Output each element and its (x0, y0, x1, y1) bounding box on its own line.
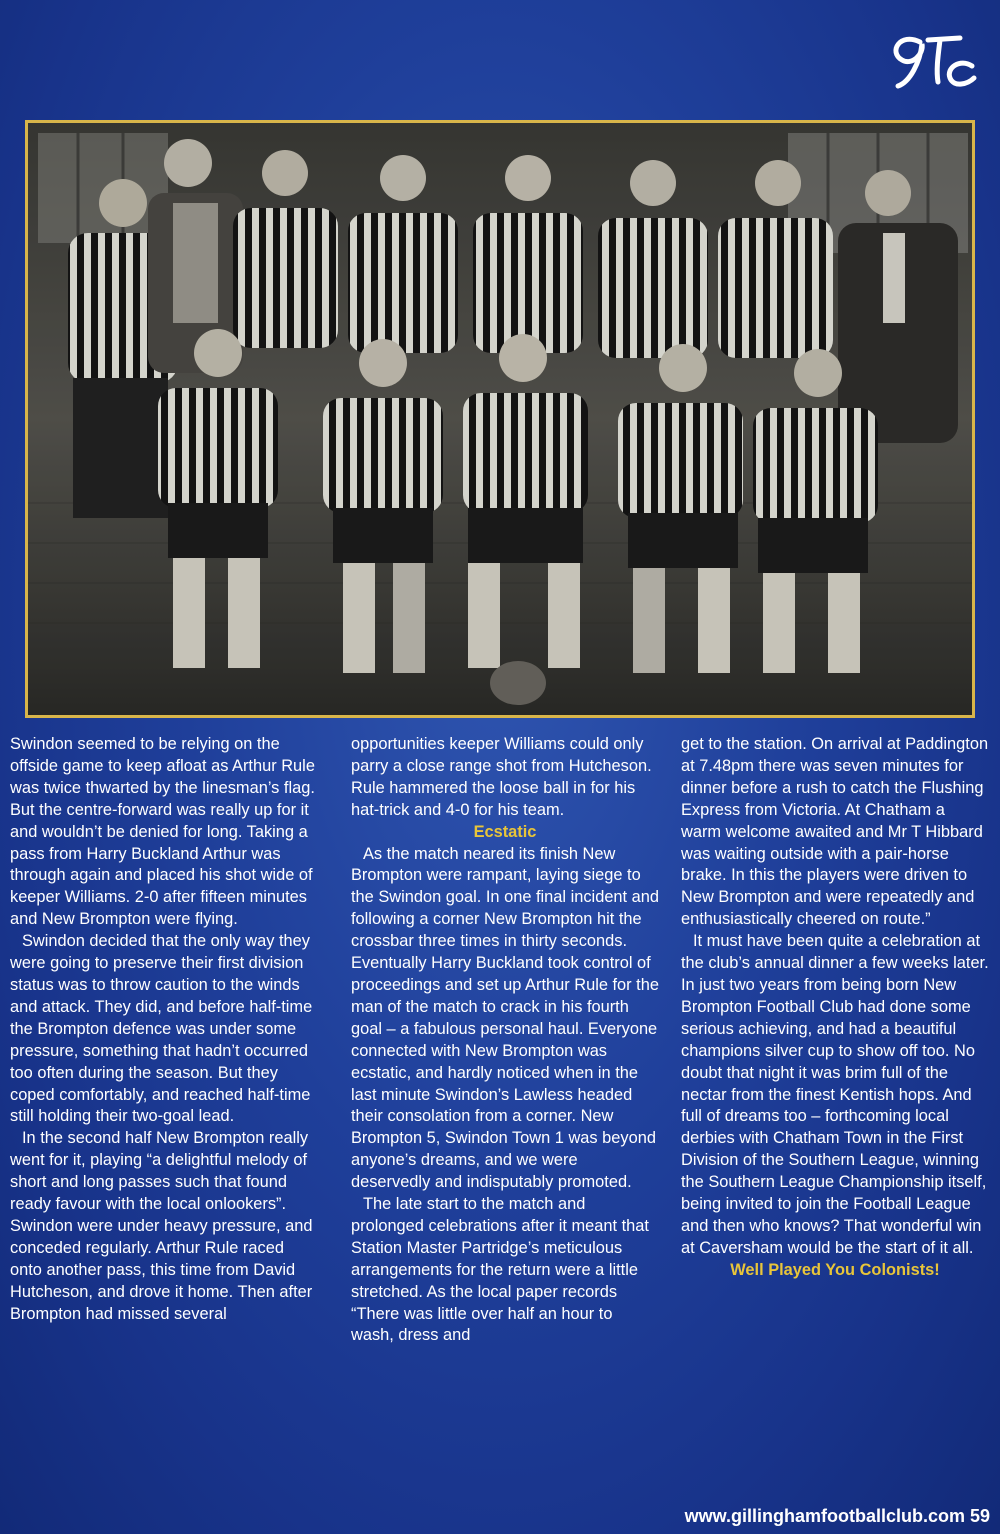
team-photo-image (28, 123, 972, 715)
paragraph: Swindon decided that the only way they were going to preserve their first division status was to throw caution to the winds and attack. They did, and before half-time the Brompton defence was under some pressure, something that hadn’t occurred too often during the season. But they coped comfortably, and reached half-time still holding their two-goal lead. (10, 932, 313, 1126)
article-column-2 (351, 734, 659, 1347)
article-column-1 (10, 734, 318, 1325)
paragraph: get to the station. On arrival at Paddington at 7.48pm there was seven minutes for dinner before a rush to catch the Flushing Express from Victoria. At Chatham a warm welcome awaited and Mr T Hibbard was waiting outside with a pair-horse brake. In this the players were driven to New Brompton and were repeatedly and enthusiastically cheered on route.” (681, 735, 989, 929)
club-monogram-logo (880, 22, 980, 102)
signoff: Well Played You Colonists! (730, 1260, 940, 1279)
paragraph: The late start to the match and prolonged celebrations after it meant that Station Master Partridge’s meticulous arrangements for the return were a little stretched. As the local paper records “There was little over half an hour to wash, dress and (351, 1195, 649, 1345)
paragraph: opportunities keeper Williams could only parry a close range shot from Hutcheson. Rule hammered the loose ball in for his hat-trick and 4-0 for his team. (351, 735, 652, 819)
team-photo (25, 120, 975, 718)
paragraph: As the match neared its finish New Brompton were rampant, laying siege to the Swindon goal. In one final incident and following a corner New Brompton hit the crossbar three times in thirty seconds. Eventually Harry Buckland took control of proceedings and set up Arthur Rule for the man of the match to crack in his fourth goal – a fabulous personal haul. Everyone connected with New Brompton was ecstatic, and hardly noticed when in the last minute Swindon’s Lawless headed their consolation from a corner. New Brompton 5, Swindon Town 1 was beyond anyone’s dreams, and we were deservedly and indisputably promoted. (351, 844, 660, 1192)
paragraph: Swindon seemed to be relying on the offside game to keep afloat as Arthur Rule was twice thwarted by the linesman’s flag. But the centre-forward was really up for it and wouldn’t be denied for long. Taking a pass from Harry Buckland Arthur was through again and placed his shot wide of keeper Williams. 2-0 after fifteen minutes and New Brompton were flying. (10, 735, 315, 929)
paragraph: It must have been quite a celebration at the club’s annual dinner a few weeks later. In just two years from being born New Brompton Football Club had done some serious achieving, and had a beautiful champions silver cup to show off too. No doubt that night it was brim full of the nectar from the finest Kentish hops. And full of dreams too – forthcoming local derbies with Chatham Town in the First Division of the Southern League, winning the Southern League Championship itself, being invited to join the Football League and then who knows? That wonderful win at Caversham would be the start of it all. (681, 932, 989, 1257)
paragraph: In the second half New Brompton really went for it, playing “a delightful melody of short and long passes such that found ready favour with the local onlookers”. Swindon were under heavy pressure, and conceded regularly. Arthur Rule raced onto another pass, this time from David Hutcheson, and drove it home. Then after Brompton had missed several (10, 1129, 313, 1323)
footer-url-page-number: www.gillinghamfootballclub.com 59 (684, 1506, 990, 1526)
article-column-3 (681, 734, 989, 1282)
section-heading: Ecstatic (473, 822, 537, 841)
